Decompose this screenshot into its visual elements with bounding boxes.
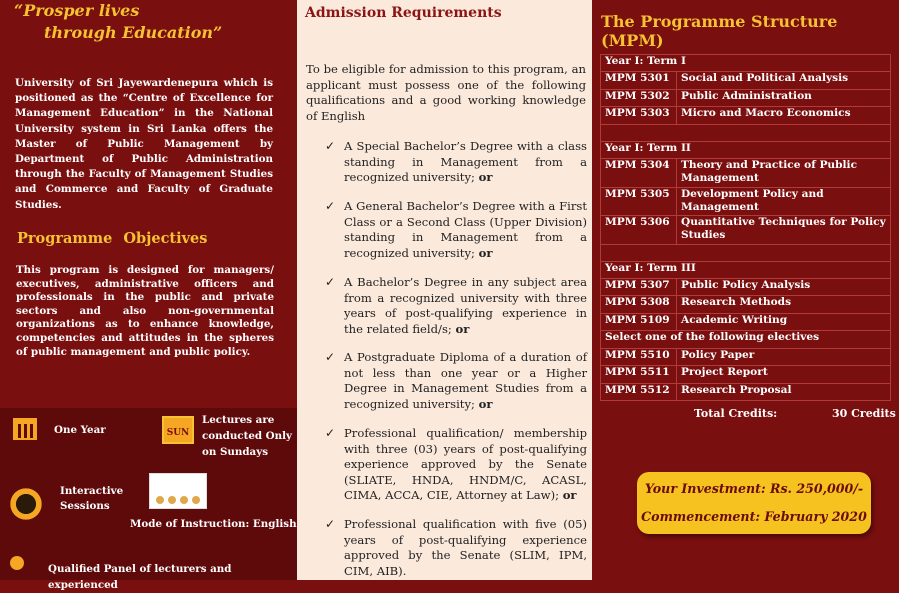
requirement-item [325,275,587,337]
left-panel [0,0,297,591]
requirement-or: or [562,488,577,503]
table-row [601,215,891,244]
table-row [601,72,891,90]
table-row [601,187,891,215]
requirement-or: or [478,245,493,260]
calendar-icon [13,418,37,440]
panel-note: Qualified Panel of lecturers and experienced [48,563,232,591]
table-row [601,296,891,314]
requirement-or: or [478,170,493,185]
requirement-item [325,199,587,261]
check-icon: ✓ [325,139,336,153]
course-code: MPM 5301 [601,72,677,90]
course-name: Quantitative Techniques for Policy Studies [677,215,891,244]
requirement-or: or [455,321,470,336]
duration-label: One Year [54,424,106,436]
table-row [601,278,891,296]
programme-heading: The Programme Structure (MPM) [601,12,838,50]
term-heading: Year I: Term II [601,141,891,158]
total-credits-label: Total Credits: [694,407,778,420]
check-icon: ✓ [325,517,336,531]
tagline [14,0,222,44]
course-code: MPM 5305 [601,187,677,215]
course-name: Public Administration [677,89,891,107]
programme-table [600,54,891,401]
course-code: MPM 5304 [601,158,677,187]
lectures-line2: conducted Only [202,430,293,442]
sessions-note [60,484,123,514]
requirement-item [325,517,587,579]
presenter-icon [6,484,46,524]
admission-heading: Admission Requirements [305,5,502,21]
table-row [601,383,891,401]
tagline-line1: “Prosper lives [14,1,140,20]
course-name: Research Proposal [677,383,891,401]
classroom-image [149,473,207,509]
course-code: MPM 5306 [601,215,677,244]
course-name: Project Report [677,366,891,384]
check-icon: ✓ [325,275,336,289]
course-code: MPM 5307 [601,278,677,296]
course-name: Academic Writing [677,313,891,331]
course-name: Micro and Macro Economics [677,107,891,125]
spacer-row [601,124,891,141]
course-name: Policy Paper [677,348,891,366]
check-icon: ✓ [325,426,336,440]
requirement-or: or [478,396,493,411]
programme-panel [592,0,899,580]
requirement-text: A General Bachelor’s Degree with a First Class or a Second Class (Upper Division) standing in Management from a recognized university; [344,199,587,260]
term-heading: Year I: Term III [601,261,891,278]
requirement-text: A Bachelor’s Degree in any subject area from a recognized university with three years of post-qualifying experience in the related field/s; [344,275,587,336]
spacer-row [601,244,891,261]
lectures-note [202,412,292,460]
sessions-line2: Sessions [60,500,110,512]
course-code: MPM 5511 [601,366,677,384]
check-icon: ✓ [325,199,336,213]
investment-amount: Your Investment: Rs. 250,000/- [644,481,864,496]
table-row [601,158,891,187]
electives-label: Select one of the following electives [601,331,891,349]
requirement-item [325,350,587,412]
course-code: MPM 5302 [601,89,677,107]
lecturer-icon [10,556,24,570]
course-name: Public Policy Analysis [677,278,891,296]
sunday-calendar-icon: SUN [162,416,194,444]
course-name: Development Policy and Management [677,187,891,215]
course-code: MPM 5308 [601,296,677,314]
instruction-mode: Mode of Instruction: English [130,518,297,530]
requirement-text: Professional qualification/ membership with three (03) years of post-qualifying experience approved by the Senate (SLIATE, HNDA, HNDM/C, ACASL, CIMA, ACCA, CIE, Attorney at Law); [344,426,587,503]
requirement-text: A Special Bachelor’s Degree with a class standing in Management from a recognized university; [344,139,587,185]
course-code: MPM 5510 [601,348,677,366]
sessions-line1: Interactive [60,485,124,497]
course-code: MPM 5109 [601,313,677,331]
admission-panel [297,0,592,580]
lectures-line3: on Sundays [202,446,268,458]
requirement-item [325,139,587,186]
table-row [601,348,891,366]
course-code: MPM 5512 [601,383,677,401]
term-heading: Year I: Term I [601,55,891,72]
course-name: Social and Political Analysis [677,72,891,90]
admission-intro: To be eligible for admission to this program, an applicant must possess one of the following qualifications and a good working knowledge of English [306,62,586,124]
tagline-line2: through Education” [44,23,223,42]
requirement-item [325,426,587,504]
requirement-text: A Postgraduate Diploma of a duration of not less than one year or a Higher Degree in Management Studies from a recognized university; [344,350,587,411]
university-intro: University of Sri Jayewardenepura which is positioned as the “Centre of Excellence for Management Education” in the National University system in Sri Lanka offers the Master of Public Management by Department of Public Administration through the Faculty of Management Studies and Commerce and Faculty of Graduate Studies. [15,77,273,211]
total-credits-value: 30 Credits [832,407,896,420]
course-name: Research Methods [677,296,891,314]
requirement-text: Professional qualification with five (05) years of post-qualifying experience approved by the Senate (SLIM, IPM, CIM, AIB). [344,517,587,578]
check-icon: ✓ [325,350,336,364]
table-row [601,366,891,384]
table-row [601,89,891,107]
table-row [601,107,891,125]
objectives-heading: Programme Objectives [17,230,208,247]
table-row [601,313,891,331]
commencement-date: Commencement: February 2020 [641,509,867,524]
course-code: MPM 5303 [601,107,677,125]
course-name: Theory and Practice of Public Management [677,158,891,187]
investment-box [637,472,871,534]
lectures-line1: Lectures are [202,414,275,426]
objectives-text: This program is designed for managers/ executives, administrative officers and professionals in the public and private sectors and also non-governmental organizations as to enhance knowledge, competencies and attitudes in the spheres of public management and public policy. [16,264,274,358]
features-panel [0,408,297,591]
